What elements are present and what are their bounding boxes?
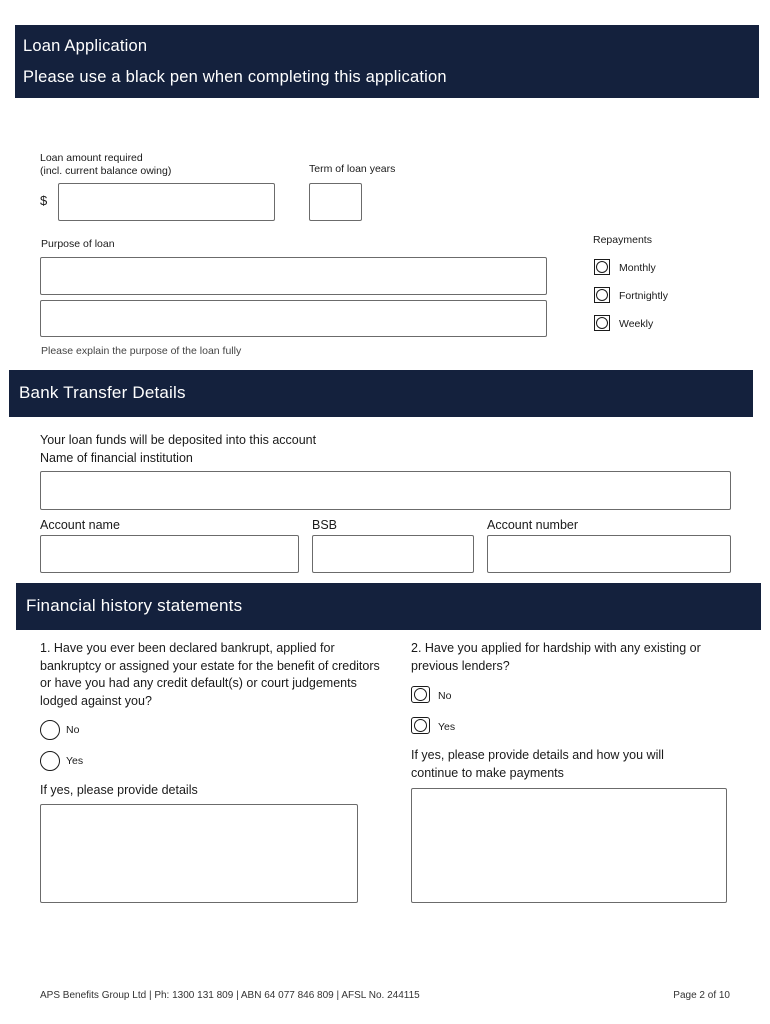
q1-no-radio[interactable]	[40, 720, 60, 740]
bsb-input[interactable]	[312, 535, 474, 573]
repayment-weekly-radio[interactable]	[594, 315, 610, 331]
q2-details-input[interactable]	[411, 788, 727, 903]
question-2-text: 2. Have you applied for hardship with any existing or previous lenders?	[411, 641, 701, 673]
repayments-label: Repayments	[593, 234, 652, 246]
footer-page-number: Page 2 of 10	[673, 990, 730, 1001]
institution-input[interactable]	[40, 471, 731, 510]
repayment-weekly-label: Weekly	[619, 318, 654, 330]
question-1-text: 1. Have you ever been declared bankrupt, applied for bankruptcy or assigned your estate for the benefit of creditors or have you had any credit default(s) or court judgements lodged against you?	[40, 641, 380, 708]
header-banner	[15, 25, 759, 98]
purpose-input-line1[interactable]	[40, 257, 547, 295]
q1-details-label: If yes, please provide details	[40, 783, 198, 797]
q2-no-label: No	[438, 690, 452, 702]
loan-amount-label: Loan amount required	[40, 152, 143, 164]
bsb-label: BSB	[312, 518, 338, 532]
repayment-monthly-radio[interactable]	[594, 259, 610, 275]
q1-no-label: No	[66, 724, 80, 736]
bank-section-title: Bank Transfer Details	[19, 383, 186, 402]
purpose-label: Purpose of loan	[41, 238, 115, 250]
purpose-hint: Please explain the purpose of the loan fully	[41, 345, 242, 357]
currency-symbol: $	[40, 193, 48, 208]
form-subtitle: Please use a black pen when completing this application	[23, 68, 447, 86]
account-name-label: Account name	[40, 518, 120, 532]
q2-no-radio[interactable]	[411, 686, 430, 703]
loan-term-input[interactable]	[309, 183, 362, 221]
q1-yes-label: Yes	[66, 755, 84, 767]
bank-section-banner	[9, 370, 753, 417]
history-section-banner	[16, 583, 761, 630]
institution-label: Name of financial institution	[40, 451, 193, 465]
repayment-monthly-label: Monthly	[619, 262, 656, 274]
q2-yes-label: Yes	[438, 721, 456, 733]
form-title: Loan Application	[23, 37, 148, 55]
loan-amount-sublabel: (incl. current balance owing)	[40, 165, 172, 177]
history-section-title: Financial history statements	[26, 596, 243, 615]
loan-term-label: Term of loan years	[309, 163, 396, 175]
purpose-input-line2[interactable]	[40, 300, 547, 337]
q2-details-label: If yes, please provide details and how you will continue to make payments	[411, 748, 664, 780]
account-name-input[interactable]	[40, 535, 299, 573]
repayment-fortnightly-radio[interactable]	[594, 287, 610, 303]
account-number-label: Account number	[487, 518, 579, 532]
bank-intro-text: Your loan funds will be deposited into this account	[40, 433, 317, 447]
account-number-input[interactable]	[487, 535, 731, 573]
loan-amount-input[interactable]	[58, 183, 275, 221]
q2-yes-radio[interactable]	[411, 717, 430, 734]
q1-details-input[interactable]	[40, 804, 358, 903]
footer-company-info: APS Benefits Group Ltd | Ph: 1300 131 809 | ABN 64 077 846 809 | AFSL No. 244115	[40, 990, 420, 1001]
repayment-fortnightly-label: Fortnightly	[619, 290, 669, 302]
q1-yes-radio[interactable]	[40, 751, 60, 771]
